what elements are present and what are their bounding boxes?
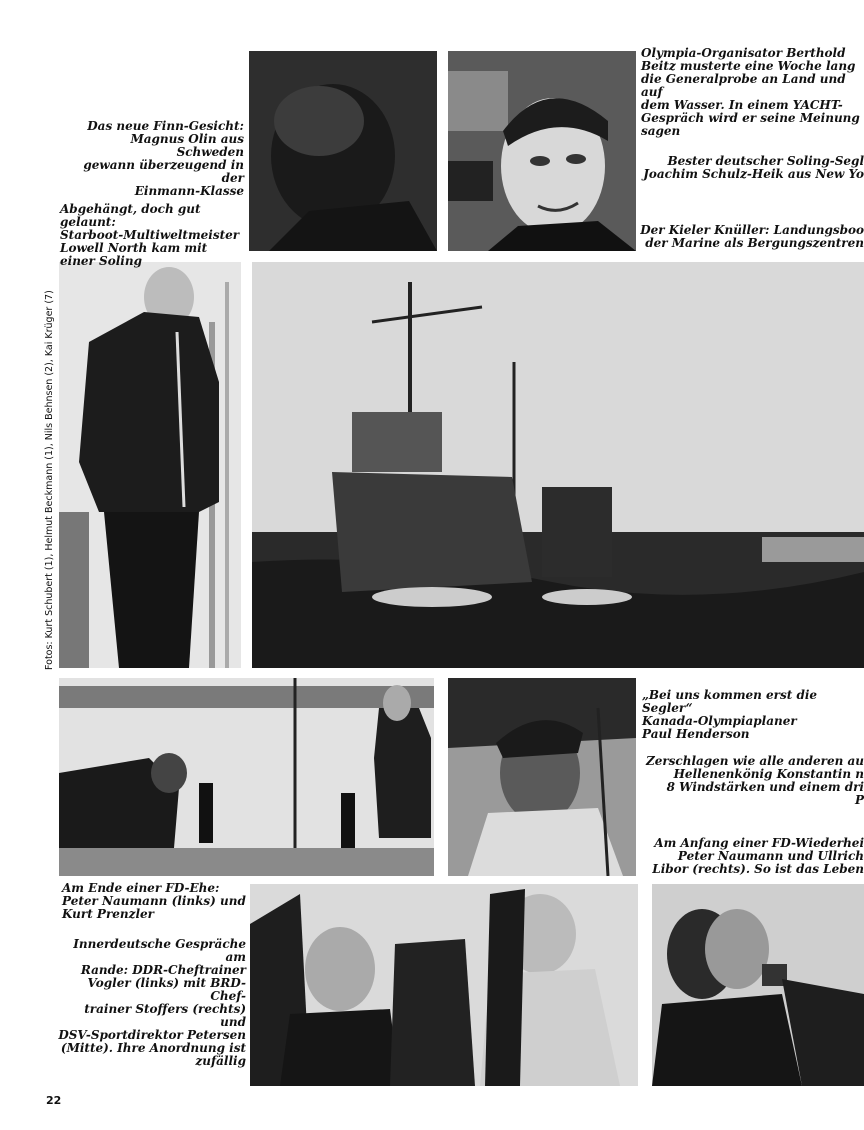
caption-soling: Bester deutscher Soling-Segl Joachim Schulz-Heik aus New Yo	[643, 154, 864, 181]
caption-innerdeutsche-gespraeche: Innerdeutsche Gespräche am Rande: DDR-Cheftrainer Vogler (links) mit BRD-Chef- trainer Stoffers (rechts) und DSV-Sportdirektor Petersen (Mitte). Ihre Anordnung ist zufällig	[58, 937, 246, 1068]
caption-fd-wiederheirat: Am Anfang einer FD-Wiederhei Peter Naumann und Ullrich Libor (rechts). So ist das Leben	[652, 836, 864, 876]
photo-innerdeutsche-gespraeche	[250, 884, 638, 1086]
caption-konstantin: Zerschlagen wie alle anderen au Hellenenkönig Konstantin n 8 Windstärken und einem dri P	[645, 754, 864, 807]
caption-fd-ehe: Am Ende einer FD-Ehe: Peter Naumann (links) und Kurt Prenzler	[62, 881, 246, 921]
photo-magnus-olin	[249, 51, 437, 251]
photo-berthold-beitz	[448, 51, 636, 251]
photo-fd-wiederheirat	[652, 884, 864, 1086]
caption-berthold-beitz: Olympia-Organisator Berthold Beitz musterte eine Woche lang die Generalprobe an Land und auf dem Wasser. In einem YACHT- Gespräch wird er seine Meinung sagen	[641, 46, 860, 138]
page-number: 22	[46, 1094, 62, 1107]
caption-lowell-north: Abgehängt, doch gut gelaunt: Starboot-Multiweltmeister Lowell North kam mit einer Soling	[60, 202, 240, 268]
photo-fd-ehe	[59, 678, 434, 876]
caption-kieler-knueller: Der Kieler Knüller: Landungsboo der Marine als Bergungszentren	[640, 223, 864, 250]
caption-paul-henderson: „Bei uns kommen erst die Segler“ Kanada-Olympiaplaner Paul Henderson	[642, 688, 818, 741]
caption-magnus-olin: Das neue Finn-Gesicht: Magnus Olin aus Schweden gewann überzeugend in der Einmann-Klasse	[83, 119, 244, 198]
photo-credit: Fotos: Kurt Schubert (1), Helmut Beckmann (1), Nils Behnsen (2), Kai Krüger (7)	[44, 290, 55, 670]
photo-paul-henderson	[448, 678, 636, 876]
photo-lowell-north	[59, 262, 241, 668]
photo-landing-boat	[252, 262, 864, 668]
